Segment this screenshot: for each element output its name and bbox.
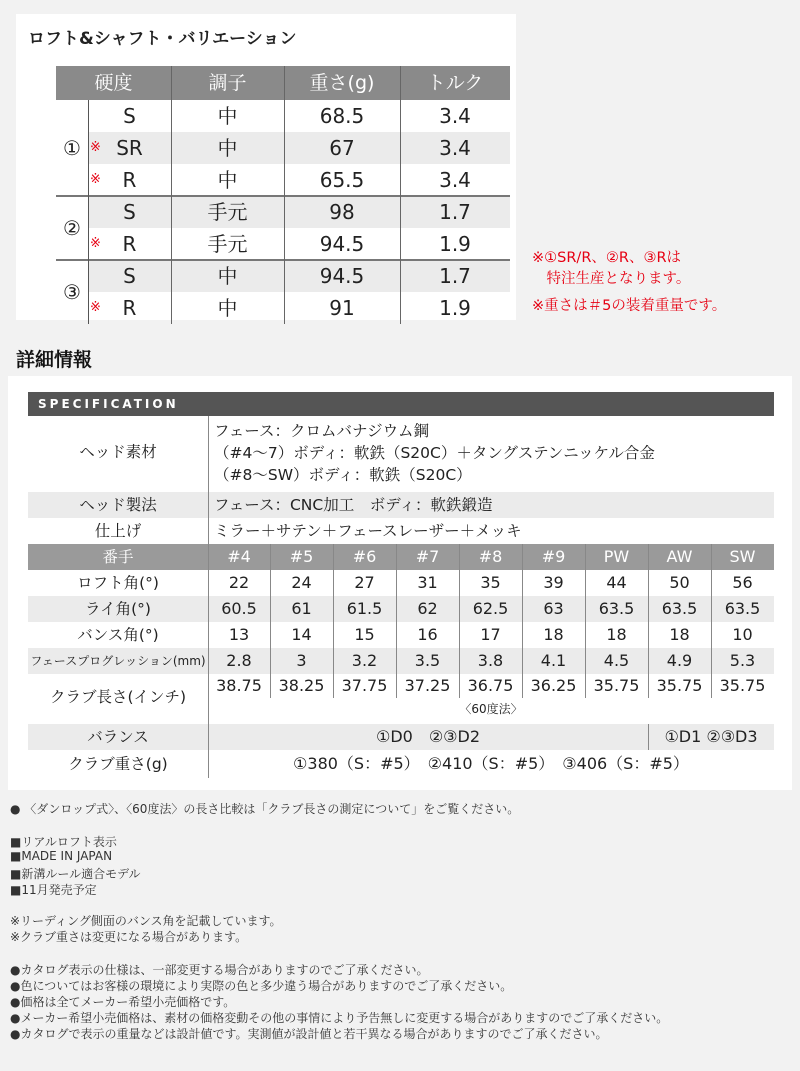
club-weight-label: クラブ重さ(g) — [68, 755, 168, 773]
head-material-label: ヘッド素材 — [79, 443, 157, 461]
head-material-line: （#8〜SW）ボディ：軟鉄（S20C） — [214, 466, 472, 484]
group-divider — [56, 195, 510, 197]
flex-cell: S — [123, 264, 136, 288]
spec-bar: SPECIFICATION — [28, 392, 774, 416]
lie-angle-cell: 63.5 — [661, 599, 698, 618]
club-weight-value: ①380（S：#5） ②410（S：#5） ③406（S：#5） — [293, 754, 689, 773]
spec-column-divider — [585, 544, 586, 698]
loft-notes — [532, 248, 792, 317]
bounce-angle-cell: 18 — [543, 625, 564, 644]
balance-label: バランス — [87, 728, 149, 746]
loft-angle-cell: 35 — [480, 573, 501, 592]
loft-angle-cell: 31 — [417, 573, 438, 592]
lie-angle-label: ライ角(°) — [85, 600, 151, 618]
weight-cell: 98 — [329, 200, 355, 224]
kick-cell: 中 — [217, 168, 238, 192]
finish-label: 仕上げ — [94, 522, 142, 540]
kick-cell: 手元 — [207, 200, 248, 224]
disclaimer-item: ●価格は全てメーカー希望小売価格です。 — [10, 995, 236, 1009]
special-order-mark: ※ — [90, 236, 101, 251]
loft-angle-cell: 50 — [669, 573, 690, 592]
torque-cell: 1.7 — [439, 264, 471, 288]
club-number-cell: #8 — [478, 547, 503, 566]
header-torque: トルク — [426, 72, 484, 94]
details-heading: 詳細情報 — [16, 349, 93, 371]
spec-column-divider — [522, 544, 523, 698]
club-number-cell: #7 — [415, 547, 440, 566]
face-progression-cell: 3.8 — [477, 651, 504, 670]
column-divider — [171, 66, 172, 324]
disclaimer-item: ●カタログ表示の仕様は、一部変更する場合がありますのでご了承ください。 — [10, 963, 429, 977]
bounce-angle-label: バンス角(°) — [77, 626, 159, 644]
club-number-row — [28, 544, 774, 570]
torque-cell: 1.9 — [439, 296, 471, 320]
special-order-note: ※①SR/R、②R、③Rは — [532, 250, 682, 266]
club-number-label: 番手 — [102, 548, 134, 566]
loft-row — [88, 164, 510, 196]
special-order-mark: ※ — [90, 300, 101, 315]
bounce-angle-cell: 14 — [291, 625, 312, 644]
loft-shaft-title: ロフト&シャフト・バリエーション — [28, 29, 297, 49]
head-mfg-row — [28, 492, 774, 518]
header-flex: 硬度 — [94, 72, 133, 94]
bounce-angle-cell: 16 — [417, 625, 438, 644]
loft-angle-cell: 44 — [606, 573, 627, 592]
loft-row — [88, 260, 510, 292]
torque-cell: 1.7 — [439, 200, 471, 224]
loft-angle-cell: 27 — [354, 573, 375, 592]
club-length-cell: 35.75 — [656, 676, 703, 695]
loft-angle-cell: 22 — [228, 573, 250, 592]
bounce-angle-cell: 18 — [606, 625, 627, 644]
finish-row — [28, 518, 774, 544]
club-length-cell: 37.25 — [404, 676, 451, 695]
loft-table-header — [56, 66, 510, 100]
club-length-cell: 36.25 — [530, 676, 577, 695]
bounce-angle-cell: 13 — [228, 625, 250, 644]
club-number-cell: #5 — [289, 547, 314, 566]
special-order-mark: ※ — [90, 172, 101, 187]
face-progression-cell: 3 — [296, 651, 307, 670]
club-length-row — [28, 674, 774, 720]
flex-cell: SR — [116, 136, 143, 160]
face-progression-label: フェースプログレッション(mm) — [30, 654, 206, 668]
feature-item: ■新溝ルール適合モデル — [10, 867, 141, 881]
bounce-angle-row — [28, 622, 774, 648]
spec-note: ※リーディング側面のバンス角を記載しています。 — [10, 914, 282, 928]
torque-cell: 3.4 — [439, 104, 471, 128]
club-number-cell: #4 — [227, 547, 251, 566]
flex-cell: R — [122, 232, 137, 256]
face-progression-cell: 4.1 — [540, 651, 567, 670]
loft-shaft-panel — [16, 14, 516, 320]
face-progression-row — [28, 648, 774, 674]
finish-value: ミラー＋サテン＋フェースレーザー＋メッキ — [214, 522, 522, 540]
bounce-angle-cell: 18 — [669, 625, 690, 644]
torque-cell: 3.4 — [439, 136, 471, 160]
torque-cell: 1.9 — [439, 232, 471, 256]
club-length-label: クラブ長さ(インチ) — [49, 688, 187, 706]
length-compare-note: ● 〈ダンロップ式〉、〈60度法〉の長さ比較は「クラブ長さの測定について」をご覧ください。 — [10, 802, 520, 816]
column-divider — [400, 66, 401, 324]
feature-item: ■MADE IN JAPAN — [10, 849, 113, 863]
lie-angle-cell: 63.5 — [724, 599, 761, 618]
bounce-angle-cell: 17 — [480, 625, 501, 644]
torque-cell: 3.4 — [439, 168, 471, 192]
spec-label-divider — [208, 416, 209, 778]
head-material-row — [28, 416, 774, 488]
spec-note: ※クラブ重さは変更になる場合があります。 — [10, 930, 248, 944]
spec-column-divider — [711, 544, 712, 698]
club-length-cell: 36.75 — [467, 676, 514, 695]
loft-angle-cell: 24 — [291, 573, 312, 592]
kick-cell: 手元 — [207, 232, 248, 256]
loft-row — [88, 228, 510, 260]
kick-cell: 中 — [217, 104, 238, 128]
weight-cell: 94.5 — [319, 264, 365, 288]
face-progression-cell: 5.3 — [729, 651, 756, 670]
club-number-cell: PW — [603, 547, 630, 566]
length-method-note: 〈60度法〉 — [459, 702, 523, 716]
flex-cell: R — [122, 168, 137, 192]
loft-row — [88, 100, 510, 132]
face-progression-cell: 3.2 — [351, 651, 378, 670]
special-order-mark: ※ — [90, 140, 101, 155]
kick-cell: 中 — [217, 264, 238, 288]
club-length-cell: 38.75 — [216, 676, 262, 695]
balance-sw-value: ①D1 ②③D3 — [664, 727, 758, 746]
loft-angle-label: ロフト角(°) — [77, 574, 159, 592]
spec-column-divider — [396, 544, 397, 698]
loft-angle-row — [28, 570, 774, 596]
spec-column-divider — [459, 544, 460, 698]
flex-cell: S — [123, 200, 136, 224]
spec-panel — [8, 376, 792, 790]
balance-main-value: ①D0 ②③D2 — [375, 727, 481, 746]
lie-angle-cell: 60.5 — [221, 599, 257, 618]
club-length-cell: 35.75 — [719, 676, 766, 695]
kick-cell: 中 — [217, 136, 238, 160]
group-number: ③ — [63, 280, 81, 304]
column-divider — [284, 66, 285, 324]
header-weight: 重さ(g) — [309, 72, 375, 94]
disclaimer-item: ●カタログで表示の重量などは設計値です。実測値が設計値と若干異なる場合がありますのでご了承ください。 — [10, 1027, 608, 1041]
club-length-cell: 35.75 — [593, 676, 640, 695]
flex-cell: S — [123, 104, 136, 128]
head-material-line: （#4〜7）ボディ：軟鉄（S20C）＋タングステンニッケル合金 — [214, 444, 655, 462]
loft-row — [88, 292, 510, 324]
club-weight-row — [28, 750, 774, 778]
weight-cell: 91 — [329, 296, 355, 320]
lie-angle-cell: 61 — [291, 599, 312, 618]
weight-note: ※重さは＃5の装着重量です。 — [532, 298, 727, 314]
face-progression-cell: 3.5 — [414, 651, 441, 670]
feature-item: ■リアルロフト表示 — [10, 835, 117, 849]
weight-cell: 94.5 — [319, 232, 365, 256]
face-progression-cell: 4.5 — [603, 651, 630, 670]
disclaimer-item: ●メーカー希望小売価格は、素材の価格変動その他の事情により予告無しに変更する場合がありますのでご了承ください。 — [10, 1011, 669, 1025]
club-length-cell: 37.75 — [341, 676, 388, 695]
bounce-angle-cell: 15 — [354, 625, 375, 644]
club-number-cell: SW — [729, 547, 756, 566]
club-number-cell: #9 — [541, 547, 566, 566]
lie-angle-cell: 62.5 — [472, 599, 509, 618]
bounce-angle-cell: 10 — [732, 625, 753, 644]
weight-cell: 67 — [329, 136, 355, 160]
special-order-note-cont: 特注生産となります。 — [532, 271, 691, 287]
spec-column-divider — [333, 544, 334, 698]
lie-angle-cell: 63.5 — [598, 599, 635, 618]
club-number-cell: AW — [666, 547, 693, 566]
spec-column-divider — [270, 544, 271, 698]
group-divider — [56, 259, 510, 261]
loft-row — [88, 196, 510, 228]
feature-item: ■11月発売予定 — [10, 883, 97, 897]
face-progression-cell: 2.8 — [226, 651, 252, 670]
head-mfg-label: ヘッド製法 — [79, 496, 157, 514]
loft-row — [88, 132, 510, 164]
flex-cell: R — [122, 296, 137, 320]
lie-angle-cell: 63 — [543, 599, 564, 618]
balance-divider — [648, 724, 649, 750]
header-kick: 調子 — [208, 72, 247, 94]
face-progression-cell: 4.9 — [666, 651, 693, 670]
disclaimer-item: ●色についてはお客様の環境により実際の色と多少違う場合がありますのでご了承ください。 — [10, 979, 513, 993]
kick-cell: 中 — [217, 296, 238, 320]
lie-angle-cell: 61.5 — [346, 599, 383, 618]
lie-angle-cell: 62 — [417, 599, 438, 618]
group-number: ② — [63, 216, 81, 240]
group-number: ① — [63, 136, 81, 160]
head-mfg-value: フェース：CNC加工 ボディ：軟鉄鍛造 — [214, 496, 493, 514]
club-number-cell: #6 — [352, 547, 377, 566]
weight-cell: 65.5 — [319, 168, 365, 192]
balance-row — [28, 724, 774, 750]
loft-angle-cell: 56 — [732, 573, 753, 592]
lie-angle-row — [28, 596, 774, 622]
loft-angle-cell: 39 — [543, 573, 564, 592]
spec-column-divider — [648, 544, 649, 698]
weight-cell: 68.5 — [319, 104, 365, 128]
column-divider — [88, 100, 89, 324]
club-length-cell: 38.25 — [278, 676, 325, 695]
head-material-line: フェース：クロムバナジウム鋼 — [214, 422, 429, 440]
